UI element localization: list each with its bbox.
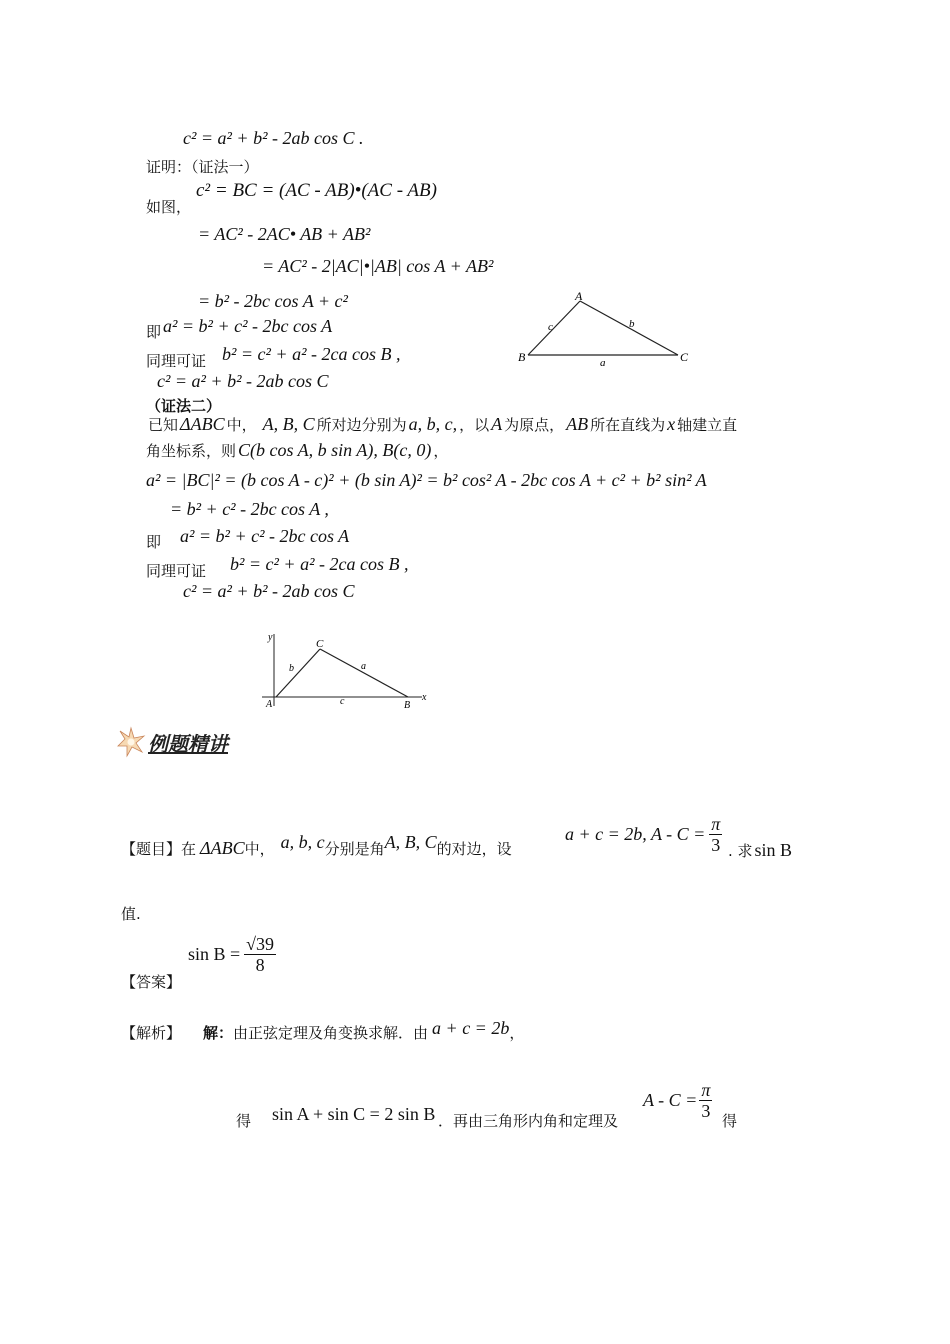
answer-tag: 【答案】 (121, 973, 182, 991)
text-known: 已知 (148, 416, 179, 434)
answer-formula (188, 934, 276, 975)
answer-denominator: 8 (255, 955, 265, 975)
figure-ref-label: 如图， (146, 198, 192, 216)
fraction-3: 3 (711, 835, 721, 855)
problem-ask (728, 840, 792, 861)
analysis-cond: a + c = 2b (432, 1018, 510, 1038)
proof-step-3: = AC² - 2|AC|•|AB| cos A + AB² (262, 256, 494, 276)
proof-label: 证明：（证法一） (146, 158, 259, 176)
vertex-b-label: B (404, 700, 411, 711)
problem-text-angles: 分别是角 (324, 840, 385, 858)
method2-result-a: a² = b² + c² - 2bc cos A (180, 526, 350, 546)
problem-triangle: ΔABC (200, 838, 245, 858)
analysis-tag: 【解析】 (121, 1024, 182, 1042)
sides-abc: a, b, c, (408, 414, 458, 434)
fraction-pi: π (711, 814, 721, 834)
method2-result-b: b² = c² + a² - 2ca cos B , (230, 554, 409, 574)
triangle-figure (510, 288, 700, 372)
vertex-b-label: B (518, 350, 526, 364)
result-b: b² = c² + a² - 2ca cos B , (222, 344, 401, 364)
vertex-a-label: A (266, 699, 273, 710)
text-coordinate-system: 角坐标系，则 (146, 442, 237, 460)
x-axis-label: x (422, 692, 427, 703)
analysis-de: 得 (236, 1112, 252, 1130)
x-axis-symbol: x (667, 414, 676, 434)
problem-text-opposite: 的对边，设 (436, 840, 512, 858)
analysis-ac-condition (643, 1080, 712, 1121)
problem-sides: a, b, c (280, 832, 325, 852)
section-title: 例题精讲 (148, 731, 228, 756)
vertex-a-label: A (575, 289, 583, 303)
method2-line-2 (146, 440, 448, 461)
proof-step-1: c² = BC = (AC - AB)•(AC - AB) (196, 180, 437, 201)
proof-step-4: = b² - 2bc cos A + c² (198, 291, 348, 311)
method2-result-c: c² = a² + b² - 2ab cos C (183, 581, 355, 601)
vertex-c-label: C (680, 350, 689, 364)
side-c-label: c (340, 696, 345, 707)
problem-text-zhong: 中， (244, 840, 275, 858)
side-c-label: c (548, 321, 553, 333)
analysis-ac: A - C = (643, 1090, 698, 1110)
coordinate-figure (258, 630, 433, 712)
analysis-line-1 (121, 1018, 525, 1043)
problem-sin-b: sin B (754, 840, 793, 860)
text-line-as: 所在直线为 (590, 416, 666, 434)
problem-condition (565, 814, 722, 855)
proof-step-2: = AC² - 2AC• AB + AB² (198, 224, 371, 244)
analysis-comma: ， (509, 1024, 525, 1042)
side-a-label: a (600, 357, 606, 369)
answer-numerator: √39 (246, 934, 275, 954)
problem-text-zai: 在 (181, 840, 197, 858)
text-zhong: 中， (226, 416, 257, 434)
result-c: c² = a² + b² - 2ab cos C (157, 371, 329, 391)
vertex-c-label: C (316, 638, 324, 650)
method2-line-1 (148, 414, 737, 435)
text-origin: 为原点， (504, 416, 565, 434)
analysis-text-2: ．再由三角形内角和定理及 (438, 1112, 619, 1130)
tongli-label: 同理可证 (146, 352, 207, 370)
side-a-label: a (361, 661, 366, 672)
side-b-line (276, 649, 320, 697)
side-c-line (528, 301, 580, 355)
method2-tongli: 同理可证 (146, 562, 207, 580)
vertices-abc: A, B, C (262, 414, 315, 434)
method2-ji: 即 (146, 533, 162, 551)
side-b-label: b (629, 318, 635, 330)
analysis-fraction-3: 3 (701, 1101, 711, 1121)
answer-lhs: sin B = (188, 944, 241, 964)
analysis-eq: sin A + sin C = 2 sin B (272, 1104, 436, 1124)
method2-label: （证法二） (146, 397, 222, 415)
problem-text-find: . 求 (728, 842, 753, 860)
point-a: A (491, 414, 503, 434)
problem-vertices: A, B, C (384, 832, 437, 852)
text-opposite-sides: 所对边分别为 (316, 416, 407, 434)
analysis-text-1: 由正弦定理及角变换求解．由 (233, 1024, 429, 1042)
y-axis-label: y (268, 632, 273, 643)
analysis-jie: 解： (203, 1024, 234, 1042)
text-axis: 轴建立直 (677, 416, 738, 434)
method2-eq-1: a² = |BC|² = (b cos A - c)² + (b sin A)² = b² cos² A - 2bc cos A + c² + b² sin² A (146, 470, 707, 490)
text-with: ，以 (459, 416, 490, 434)
pi-over-3-fraction (709, 814, 722, 855)
analysis-de-2: 得 (722, 1112, 738, 1130)
theorem-line: c² = a² + b² - 2ab cos C . (183, 128, 364, 148)
analysis-fraction-pi: π (701, 1080, 711, 1100)
line-ab: AB (566, 414, 589, 434)
result-a: a² = b² + c² - 2bc cos A (163, 316, 333, 336)
problem-tag: 【题目】 (121, 840, 182, 858)
section-heading (116, 726, 228, 758)
ji-label: 即 (146, 323, 162, 341)
coordinates-cb: C(b cos A, b sin A), B(c, 0) (238, 440, 432, 460)
triangle-abc: ΔABC (180, 414, 225, 434)
text-comma: ， (433, 442, 449, 460)
side-a-line (320, 649, 408, 697)
side-b-label: b (289, 663, 294, 674)
answer-fraction (244, 934, 276, 975)
method2-eq-2: = b² + c² - 2bc cos A , (170, 499, 329, 519)
problem-text-value: 值. (121, 905, 141, 923)
analysis-pi-fraction (699, 1080, 712, 1121)
problem-cond-eq: a + c = 2b, A - C = (565, 824, 706, 844)
problem-line (121, 832, 512, 859)
starburst-icon (116, 726, 146, 758)
